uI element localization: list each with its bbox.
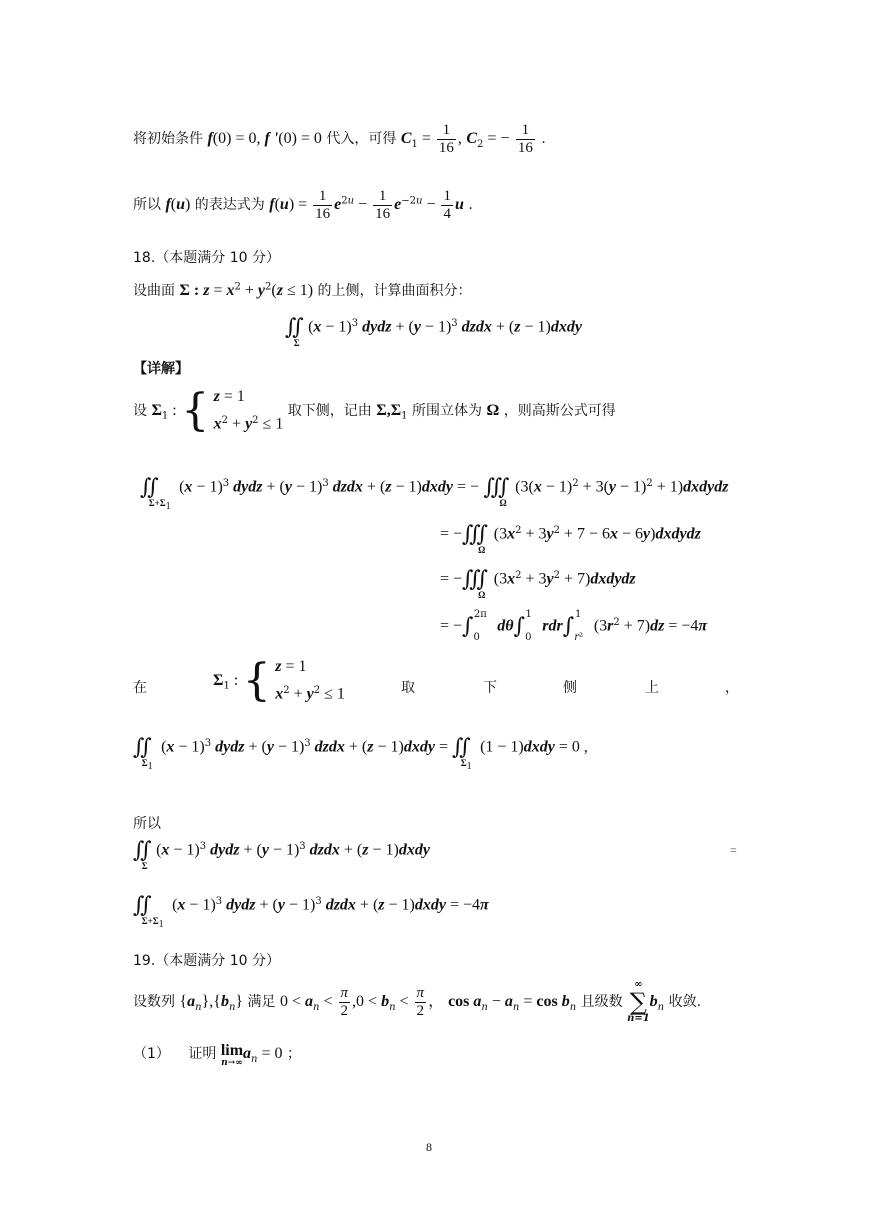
so-text: 所以 (133, 816, 161, 832)
gauss-line-2: = $-∭_\Omega$ ($3x^2 + 3y^2 + 7 - 6x$ − 6y)dxdydz (440, 522, 701, 555)
define-sigma1-line: 设 $\Sigma_1$ : { z = 1 $x^2 + y^2 \le 1$ 取下侧，记由 $\Sigma,\Sigma_1$ 所围立体为 Ω ，则高斯公式可得 (133, 384, 616, 436)
result-integral-2: $∬_{\Sigma+\Sigma_1}$ $(x - 1)^3$ dydz + $(y - 1)^3$ dzdx + (z − 1)dxdy = −4π (133, 893, 489, 930)
equals-sign: = (730, 843, 737, 857)
result-integral-1: $∬_\Sigma$ $(x - 1)^3$ dydz + $(y - 1)^3$ dzdx + (z − 1)dxdy (133, 838, 430, 871)
text: 将初始条件 (133, 131, 203, 147)
sigma1-integral: $∬_{\Sigma_1}$ $(x - 1)^3$ dydz + $(y - 1)^3$ dzdx + (z − 1)dxdy = $∬_{\Sigma_1}$ (1 − 1)dxdy = 0 , (133, 735, 588, 772)
gauss-line-1: $∬_{\Sigma+\Sigma_1}$ $(x - 1)^3$ dydz + $(y - 1)^3$ dzdx + (z − 1)dxdy = − $∭_\Omega$ ($3(x - 1)^2 + 3(y - 1)^2$ + 1)dxdydz (140, 475, 729, 512)
page-number: 8 (426, 1140, 432, 1154)
question-19-text: 设数列 $\{a_n\},\{b_n\}$ 满足 $0 < a_n$ < $\frac{\pi}{2}$ $,0 < b_n$ < $\frac{\pi}{2}$ ， $\cos a_n - a_n = \cos b_n$ 且级数 ∞ ∑ n=1 $b_n$ 收敛. (133, 979, 702, 1024)
gauss-line-3: = $-∭_\Omega$ ($3x^2 + 3y^2$ + 7)dxdydz (440, 567, 636, 600)
question-18-title: 18.（本题满分 10 分） (133, 250, 280, 266)
expression-line: 所以 f(u) 的表达式为 f(u) = $\frac{1}{16}$ $e^{2u}$ − $\frac{1}{16}$ $e^{-2u}$ − $\frac{1}{4}$ u . (133, 188, 473, 222)
question-18-text: 设曲面 Σ : $z = x^2 + y^2(z \le 1)$ 的上侧，计算曲面积分： (133, 281, 472, 299)
question-19-title: 19.（本题满分 10 分） (133, 953, 280, 969)
on-sigma1-line: 在 $\Sigma_1$ : { z = 1 $x^2 + y^2 \le 1$ 取 下 侧 上 ， (133, 654, 739, 706)
question-19-part-1: （1） 证明 lim n→∞ $a_n = 0$ ； (133, 1042, 301, 1068)
surface-integral: $∬_\Sigma$ $(x - 1)^3$ dydz + $(y - 1)^3$ dzdx + (z − 1)dxdy (285, 315, 582, 348)
initial-condition-line: 将初始条件 f(0) = 0, f '(0) = 0 代入，可得 $C_1$ = $\frac{1}{16}$ , $C_2$ = − $\frac{1}{16}$ . (133, 122, 546, 156)
text: 代入，可得 (326, 131, 397, 147)
solution-heading: 【详解】 (133, 361, 189, 377)
gauss-line-4: = $-\int_0^{2\pi}$ $d\theta\int_0^1$ $rdr\int_{r^2}^1$ $(3r^2 + 7)dz = -4\pi$ (440, 608, 708, 644)
